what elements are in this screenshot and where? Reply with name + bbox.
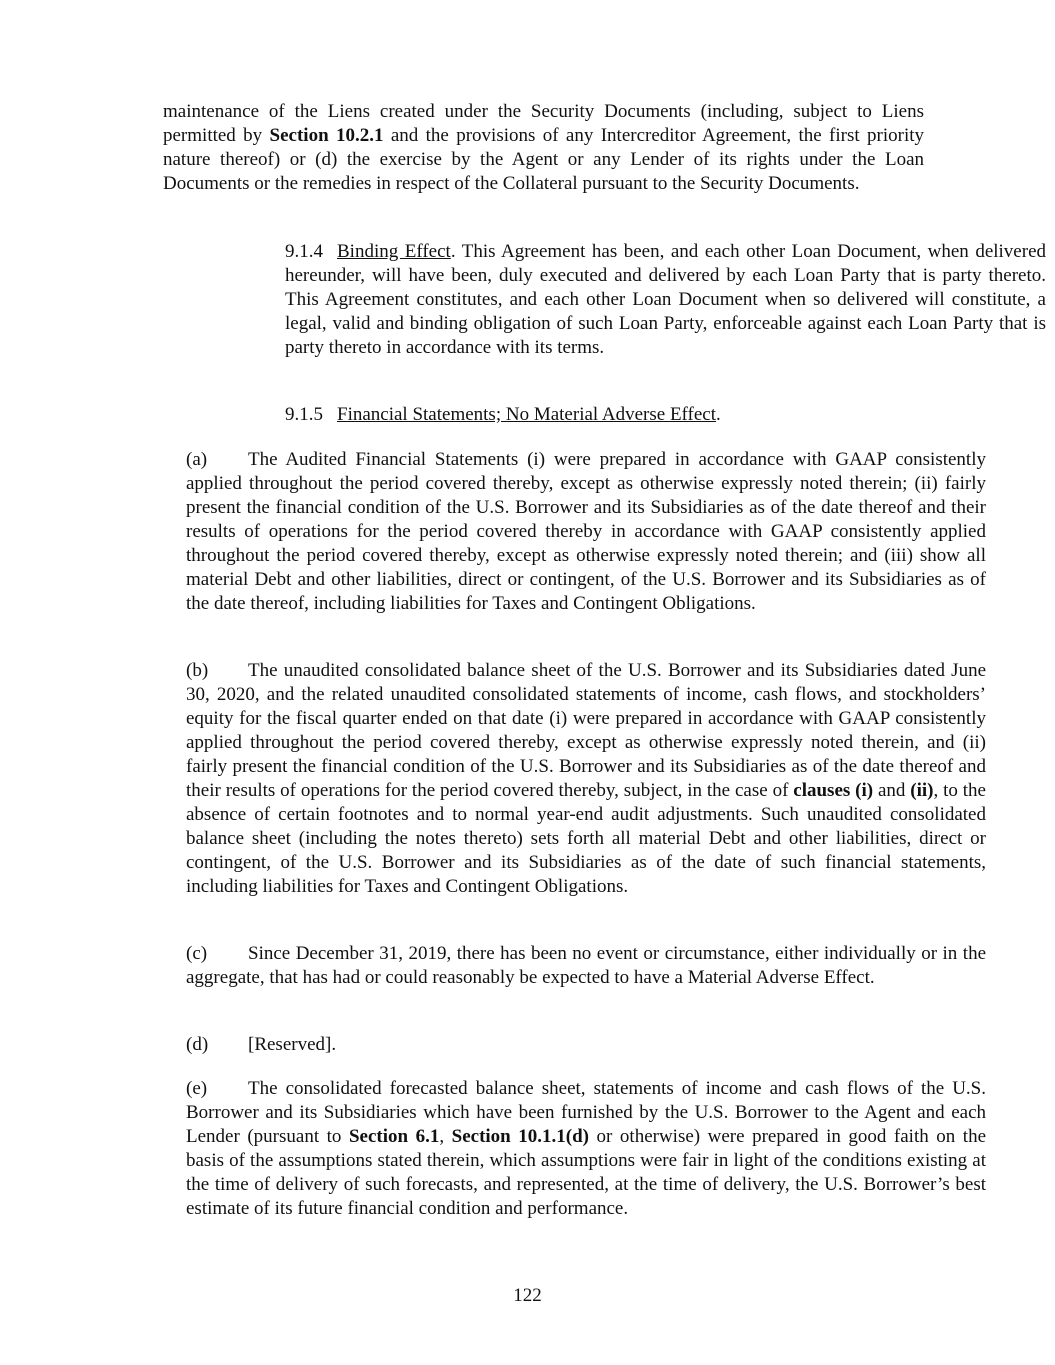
clause-e [124,1077,986,1221]
section-reference: Section 10.2.1 [269,125,384,146]
clause-b [124,659,986,899]
section-reference: Section 6.1 [348,1126,440,1147]
clause-text: , to the absence of certain footnotes and to normal year-end audit adjustments. Such unaudited consolidated balance sheet (including the notes thereto) sets forth all material Debt and other liabilities, direct or contingent, of the U.S. Borrower and its Subsidiaries as of the date of such financial statements, including liabilities for Taxes and Contingent Obligations. [186,780,986,897]
section-text: . This Agreement has been, and each other Loan Document, when delivered hereunder, will have been, duly executed and delivered by each Loan Party that is party thereto. This Agreement constitutes, and each other Loan Document when so delivered will constitute, a legal, valid and binding obligation of such Loan Party, enforceable against each Loan Party that is party thereto in accordance with its terms. [285,241,1046,358]
clause-reference: clauses (i) [793,780,874,801]
section-reference: Section 10.1.1(d) [451,1126,590,1147]
paragraph-continuation [163,100,924,196]
clause-text: The Audited Financial Statements (i) were prepared in accordance with GAAP consistently applied throughout the period covered thereby, except as otherwise expressly noted therein; (ii) fairly present the financial condition of the U.S. Borrower and its Subsidiaries as of the date thereof and their results of operations for the period covered thereby in accordance with GAAP consistently applied throughout the period covered thereby, except as otherwise expressly noted therein; and (iii) show all material Debt and other liabilities, direct or contingent, of the U.S. Borrower and its Subsidiaries as of the date thereof, including liabilities for Taxes and Contingent Obligations. [186,449,986,614]
clause-text: and [873,780,911,801]
section-9-1-4 [163,240,1046,360]
clause-text: The consolidated forecasted balance sheet, statements of income and cash flows of the U.S. Borrower and its Subsidiaries which have been furnished by the U.S. Borrower to the Agent and each Lender (pursuant to [186,1078,986,1147]
section-number: 9.1.4 [285,241,323,262]
clause-text: , [439,1126,452,1147]
clause-text: Since December 31, 2019, there has been no event or circumstance, either individually or in the aggregate, that has had or could reasonably be expected to have a Material Adverse Effect. [186,943,986,988]
text-run: and the provisions of any Intercreditor Agreement, the first priority nature thereof) or (d) the exercise by the Agent or any Lender of its rights under the Loan Documents or the remedies in respect of the Collateral pursuant to the Security Documents. [163,125,924,194]
clause-text: [Reserved]. [248,1034,337,1055]
section-heading: Financial Statements; No Material Adverse Effect [337,404,717,425]
clause-c [124,942,986,990]
clause-label: (e) [186,1078,208,1099]
clause-text: The unaudited consolidated balance sheet of the U.S. Borrower and its Subsidiaries dated June 30, 2020, and the related unaudited consolidated statements of income, cash flows, and stockholders’ equity for the fiscal quarter ended on that date (i) were prepared in accordance with GAAP consistently applied throughout the period covered thereby, except as otherwise expressly noted therein, and (ii) fairly present the financial condition of the U.S. Borrower and its Subsidiaries as of the date thereof and their results of operations for the period covered thereby, subject, in the case of [186,660,986,801]
section-number: 9.1.5 [285,404,323,425]
clause-text: or otherwise) were prepared in good faith on the basis of the assumptions stated therein, which assumptions were fair in light of the conditions existing at the time of delivery of such forecasts, and represented, at the time of delivery, the U.S. Borrower’s best estimate of its future financial condition and performance. [186,1126,987,1219]
clause-d [124,1033,986,1057]
clause-label: (b) [186,660,209,681]
page-number: 122 [513,1285,542,1306]
clause-label: (a) [186,449,208,470]
clause-label: (c) [186,943,208,964]
clause-reference: (ii) [910,780,934,801]
clause-label: (d) [186,1034,209,1055]
text-run: maintenance of the Liens created under the Security Documents (including, subject to Liens permitted by [163,101,924,146]
clause-a [124,448,986,616]
section-9-1-5 [163,403,1046,427]
section-heading-tail: . [716,404,721,425]
section-heading: Binding Effect [337,241,451,262]
